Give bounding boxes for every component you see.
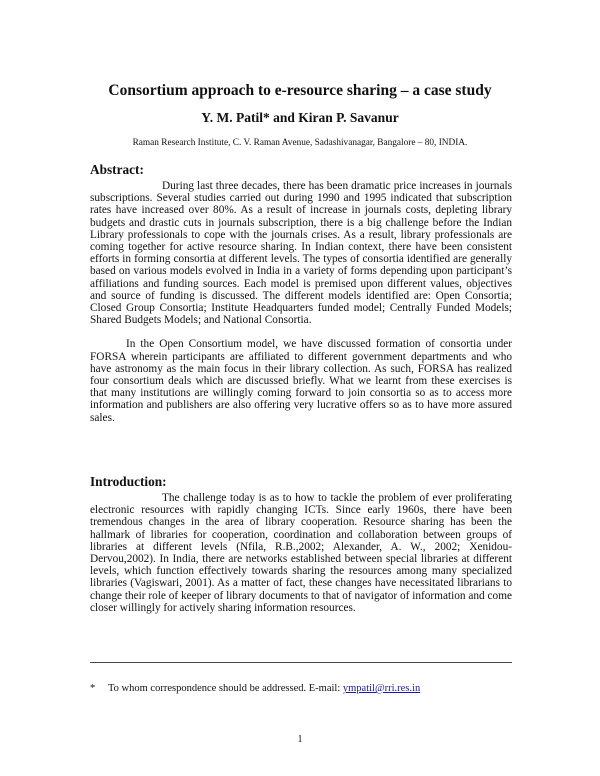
- introduction-section: [90, 492, 512, 614]
- abstract-paragraph-2: In the Open Consortium model, we have discussed formation of consortia under FORSA wherein participants are affiliated to different government departments and who have astronomy as the main focus in their library collection. As such, FORSA has realized four consortium deals which are discussed briefly. What we learnt from these exercises is that many institutions are willingly coming forward to join consortia so as to access more information and publishers are also offering very lucrative offers so as to have more assured sales.: [90, 338, 512, 424]
- email-link[interactable]: ympatil@rri.res.in: [342, 683, 421, 694]
- footnote-text: To whom correspondence should be addressed. E-mail:: [108, 683, 343, 694]
- abstract-section: [90, 180, 512, 424]
- paper-title: Consortium approach to e-resource sharing – a case study: [108, 82, 492, 99]
- footnote-divider: [90, 662, 512, 663]
- abstract-paragraph-1: During last three decades, there has been dramatic price increases in journals subscriptions. Several studies carried out during 1990 and 1995 indicated that subscription rates have increased over 80%. As a result of increase in journals costs, depleting library budgets and drastic cuts in journals subscription, there is a big challenge before the Indian Library professionals to cope with the journals crises. As a result, library professionals are coming together for active resource sharing. In Indian context, there have been consistent efforts in forming consortia at different levels. The types of consortia identified are generally based on various models evolved in India in a variety of forms depending upon participant’s affiliations and funding sources. Each model is premised upon different values, objectives and source of funding is discussed. The different models identified are: Open Consortia; Closed Group Consortia; Institute Headquarters funded model; Centrally Funded Models; Shared Budgets Models; and National Consortia.: [90, 180, 512, 327]
- introduction-heading: Introduction:: [90, 474, 167, 489]
- page-number: 1: [297, 734, 303, 745]
- author-affiliation: Raman Research Institute, C. V. Raman Avenue, Sadashivanagar, Bangalore – 80, INDIA.: [132, 138, 468, 148]
- abstract-heading: Abstract:: [90, 162, 144, 177]
- introduction-paragraph-1: The challenge today is as to how to tackle the problem of ever proliferating electronic resources with rapidly changing ICTs. Since early 1960s, there have been tremendous changes in the area of library cooperation. Resource sharing has been the hallmark of libraries for cooperation, coordination and collaboration between groups of libraries at different levels (Nfila, R.B.,2002; Alexander, A. W., 2002; Xenidou-Dervou,2002). In India, there are networks established between special libraries at different levels, which function effectively towards sharing the resources among many specialized libraries (Vagiswari, 2001). As a matter of fact, these changes have necessitated librarians to change their role of keeper of library documents to that of navigator of information and come closer willingly for actively sharing information resources.: [90, 492, 512, 614]
- footnote: [90, 682, 520, 695]
- footnote-mark: *: [90, 683, 96, 694]
- paper-authors: Y. M. Patil* and Kiran P. Savanur: [201, 110, 399, 125]
